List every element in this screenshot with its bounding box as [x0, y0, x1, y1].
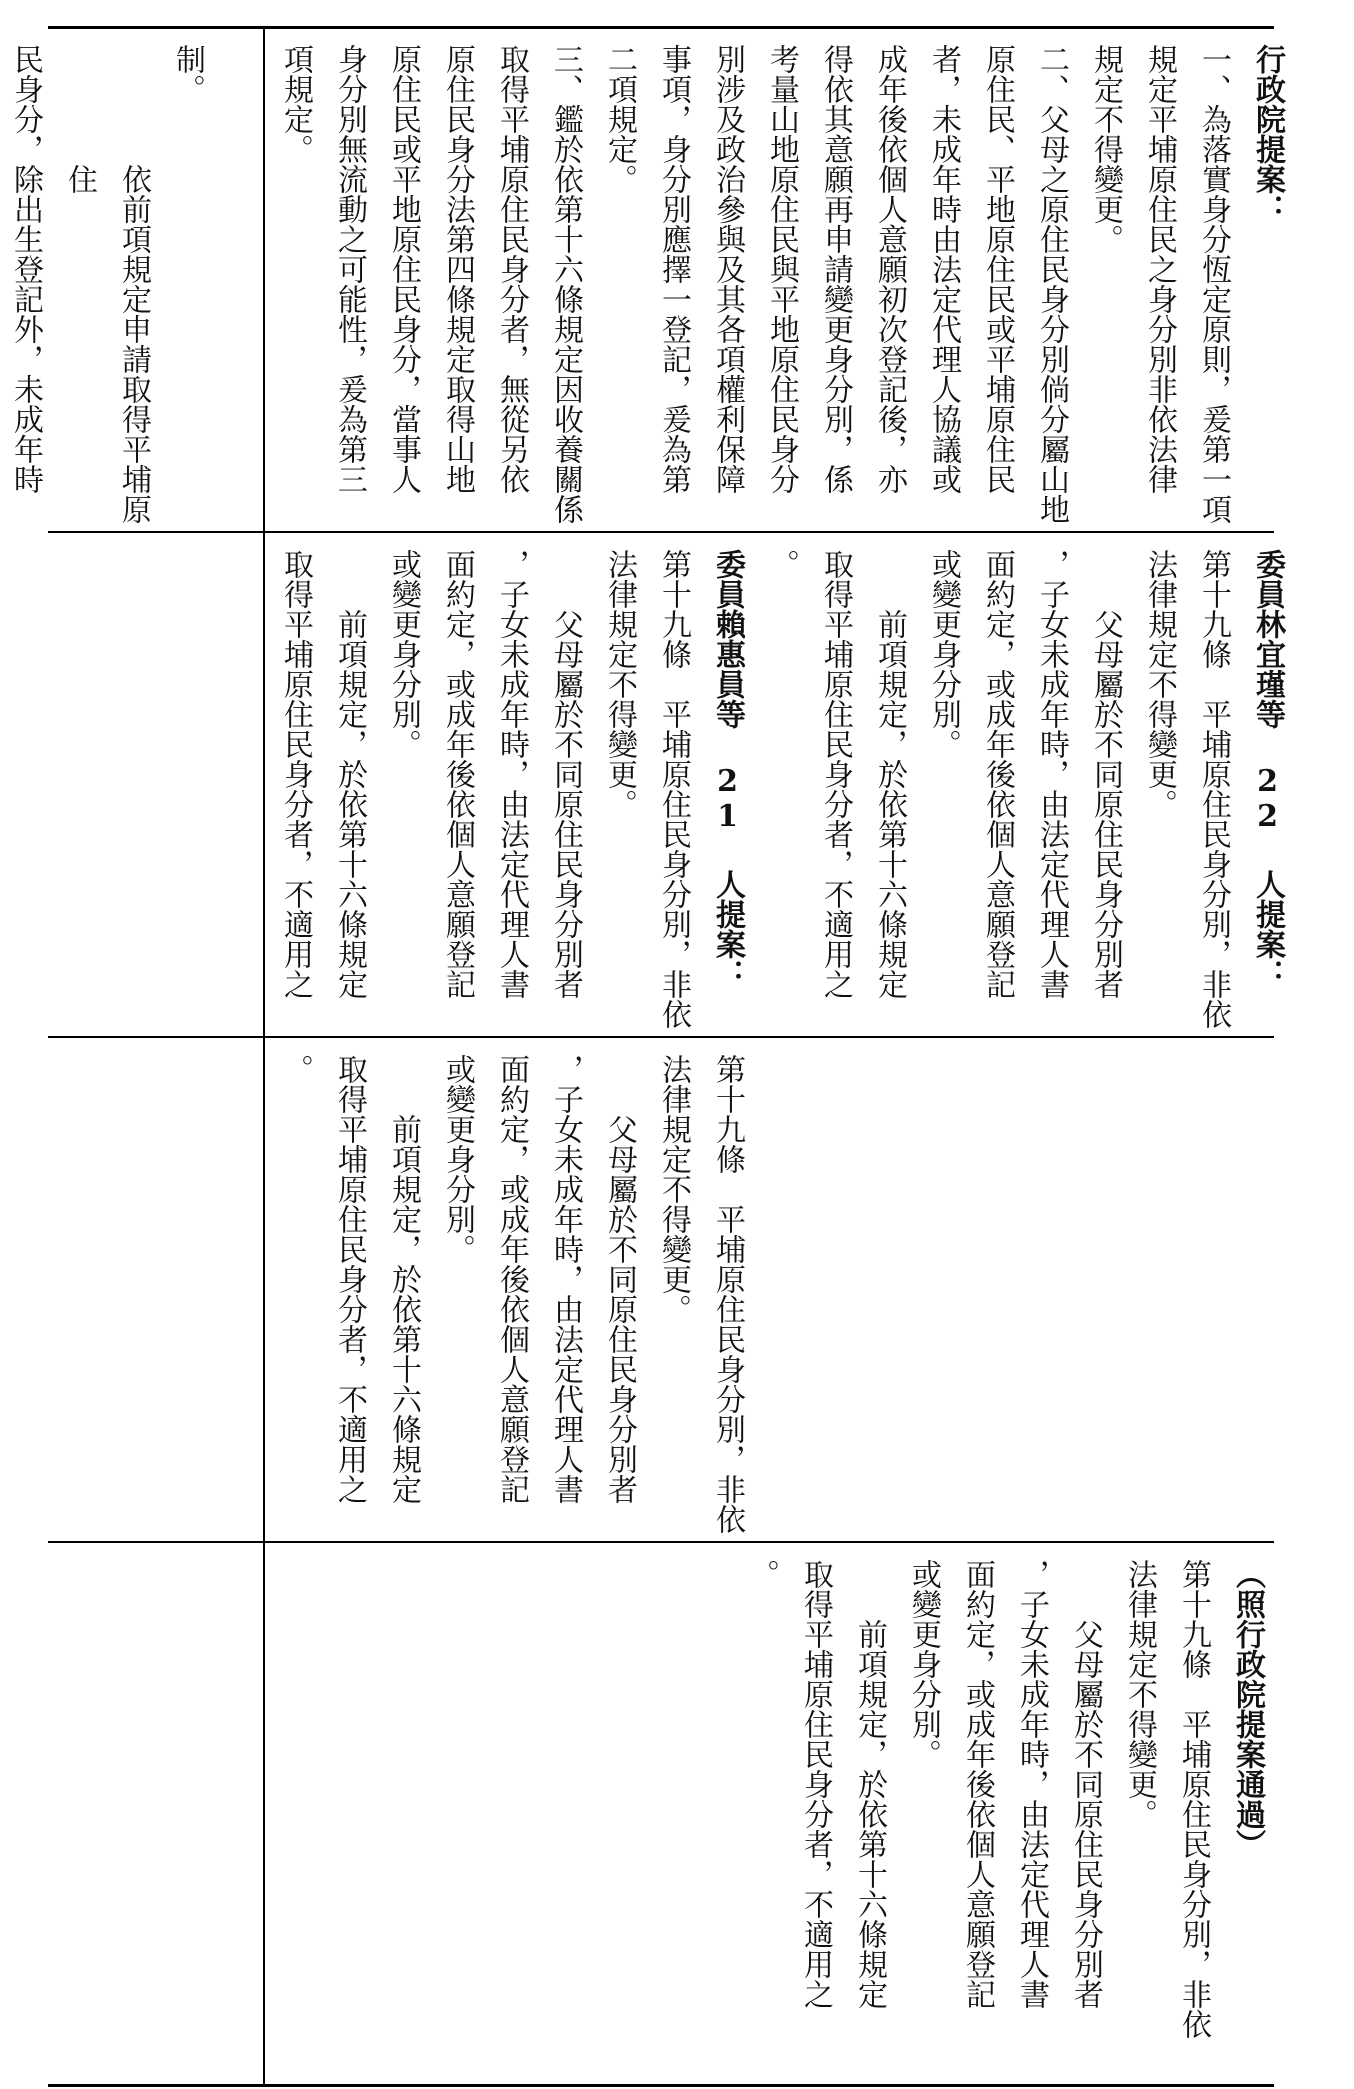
band-3-line: 。 — [278, 1054, 313, 1084]
band-3-line: 前項規定，於依第十六條規定 — [386, 1114, 421, 1504]
band-3-line: 第十九條 平埔原住民身分別，非依 — [710, 1054, 745, 1534]
band-2-line: 前項規定，於依第十六條規定 — [852, 1619, 887, 2009]
band-4-line: 第十九條 平埔原住民身分別，非依 — [1196, 549, 1231, 1029]
band-4-line: 第十九條 平埔原住民身分別，非依 — [656, 549, 691, 1029]
band-5-line: 別涉及政治參與及其各項權利保障 — [710, 44, 745, 494]
committee-proposals-text — [268, 549, 1294, 1039]
band-4-line: 面約定，或成年後依個人意願登記 — [440, 549, 475, 999]
band-2-line: 取得平埔原住民身分者，不適用之 — [798, 1559, 833, 2009]
band-4-line: 父母屬於不同原住民身分別者 — [1088, 609, 1123, 999]
band-2-line: （照行政院提案通過） — [1230, 1559, 1265, 1859]
band-3-line: 法律規定不得變更。 — [656, 1054, 691, 1324]
band-1-line: 民身分，除出生登記外，未成年時 — [8, 44, 43, 494]
band-5-line: 考量山地原住民與平地原住民身分 — [764, 44, 799, 494]
band-4-line: 面約定，或成年後依個人意願登記 — [980, 549, 1015, 999]
band-5-line: 得依其意願再申請變更身分別，係 — [818, 44, 853, 494]
band-5-line: 身分別無流動之可能性，爰為第三 — [332, 44, 367, 494]
band-4-line: 法律規定不得變更。 — [602, 549, 637, 819]
band-3-line: ，子女未成年時，由法定代理人書 — [548, 1054, 583, 1504]
band-5-line: 取得平埔原住民身分者，無從另依 — [494, 44, 529, 494]
executive-reason-text — [268, 44, 1294, 534]
band-5-line: 事項，身分別應擇一登記，爰為第 — [656, 44, 691, 494]
original-article-text — [268, 1054, 754, 1544]
band-2-line: ，子女未成年時，由法定代理人書 — [1014, 1559, 1049, 2009]
band-3-line: 取得平埔原住民身分者，不適用之 — [332, 1054, 367, 1504]
table-bottom-rule — [48, 2084, 1274, 2087]
row-passed-text — [48, 1541, 1274, 2084]
band-4-line: 父母屬於不同原住民身分別者 — [548, 609, 583, 999]
band-4-line: ，子女未成年時，由法定代理人書 — [1034, 549, 1069, 999]
band-4-line: 或變更身分別。 — [386, 549, 421, 759]
band-3-line: 面約定，或成年後依個人意願登記 — [494, 1054, 529, 1504]
band-1-line: 制。 — [170, 44, 205, 104]
band-4-line: ，子女未成年時，由法定代理人書 — [494, 549, 529, 999]
band-4-line: 取得平埔原住民身分者，不適用之 — [818, 549, 853, 999]
band-5-line: 原住民或平地原住民身分，當事人 — [386, 44, 421, 494]
passed-article-text — [268, 1559, 1274, 2079]
band-5-line: 二項規定。 — [602, 44, 637, 194]
band-4-line: 法律規定不得變更。 — [1142, 549, 1177, 819]
band-5-line: 原住民身分法第四條規定取得山地 — [440, 44, 475, 494]
band-5-line: 行政院提案： — [1250, 44, 1285, 224]
band-5-line: 者，未成年時由法定代理人協議或 — [926, 44, 961, 494]
band-3-line: 或變更身分別。 — [440, 1054, 475, 1264]
row-original-article — [48, 1036, 1274, 1541]
band-4-line: 取得平埔原住民身分者，不適用之 — [278, 549, 313, 999]
band-2-line: 面約定，或成年後依個人意願登記 — [960, 1559, 995, 2009]
band-4-line: 前項規定，於依第十六條規定 — [332, 609, 367, 999]
band-5-line: 規定平埔原住民之身分別非依法律 — [1142, 44, 1177, 494]
band-2-line: 第十九條 平埔原住民身分別，非依 — [1176, 1559, 1211, 2039]
band-4-line: 前項規定，於依第十六條規定 — [872, 609, 907, 999]
band-2-line: 。 — [744, 1559, 779, 1589]
band-5-line: 三、鑑於依第十六條規定因收養關係 — [548, 44, 583, 524]
band-5-line: 二、父母之原住民身分別倘分屬山地 — [1034, 44, 1069, 524]
band-2-line: 或變更身分別。 — [906, 1559, 941, 1769]
band-4-line: 委員林宜瑾等 22 人提案： — [1250, 549, 1285, 989]
band-5-line: 一、為落實身分恆定原則，爰第一項 — [1196, 44, 1231, 524]
row-executive-reason — [48, 26, 1285, 531]
band-5-line: 成年後依個人意願初次登記後，亦 — [872, 44, 907, 494]
band-5-line: 項規定。 — [278, 44, 313, 164]
row-committee-proposals — [48, 531, 1285, 1036]
band-4-line: 委員賴惠員等 21 人提案： — [710, 549, 745, 989]
band-4-line: 或變更身分別。 — [926, 549, 961, 759]
band-4-line: 。 — [764, 549, 799, 579]
band-2-line: 父母屬於不同原住民身分別者 — [1068, 1619, 1103, 2009]
band-5-line: 規定不得變更。 — [1088, 44, 1123, 254]
band-5-line: 原住民、平地原住民或平埔原住民 — [980, 44, 1015, 494]
band-2-line: 法律規定不得變更。 — [1122, 1559, 1157, 1829]
band-3-line: 父母屬於不同原住民身分別者 — [602, 1114, 637, 1504]
band-1-line: 依前項規定申請取得平埔原住 — [62, 164, 151, 524]
